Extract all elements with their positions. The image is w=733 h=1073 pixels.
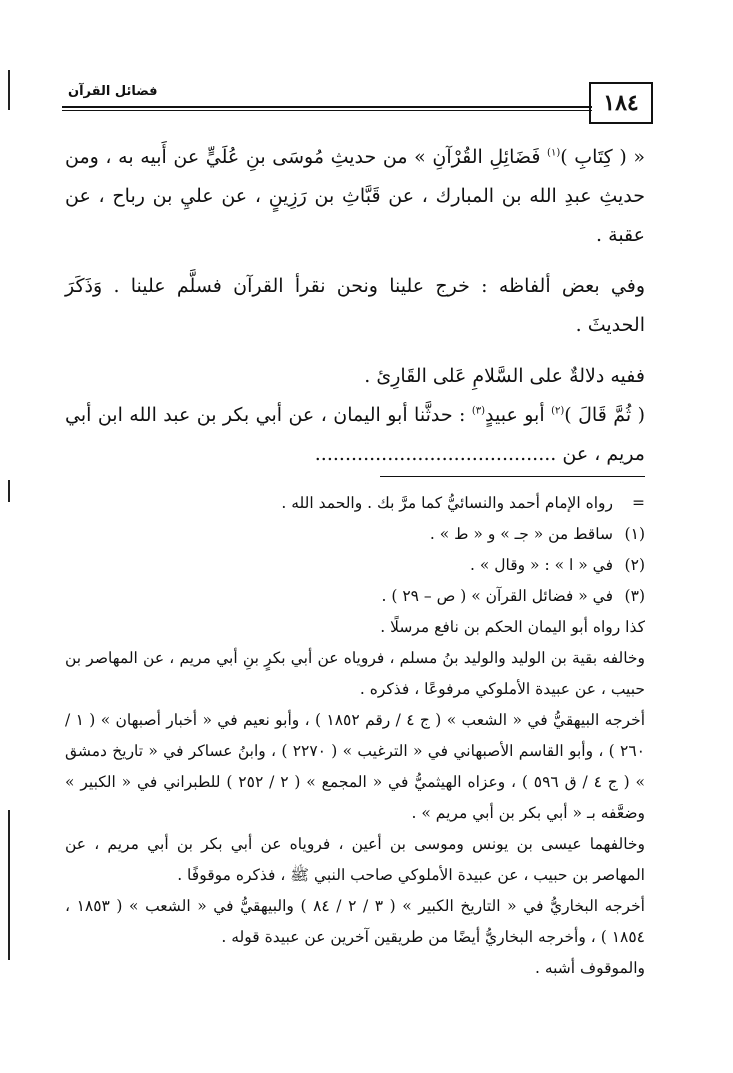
- continuation-mark: =: [632, 494, 645, 512]
- footnotes: [65, 488, 645, 984]
- footnote-3: (٣)في « فضائل القرآن » ( ص – ٢٩ ) .: [65, 581, 645, 612]
- binding-edge-mark: [8, 810, 10, 960]
- header-rule: [62, 106, 592, 108]
- footnote-paragraph: والموقوف أشبه .: [534, 959, 645, 977]
- page-number: ١٨٤: [603, 90, 639, 116]
- footnote-paragraph: أخرجه البيهقيُّ في « الشعب » ( ج ٤ / رقم ١٨٥٢ ) ، وأبو نعيم في « أخبار أصبهان » ( ١ / ٢٦٠ ) ، وأبو القاسم الأصبهاني في « الترغيب » ( ٢٢٧٠ ) ، وابنُ عساكر في « تاريخ دمشق » ( ج ٤ / ق ٥٩٦ ) ، وعزاه الهيثميُّ في « المجمع » ( ٢ / ٢٥٢ ) للطبراني في « الكبير » وضعَّفه بـ « أبي بكر بن أبي مريم » .: [65, 711, 645, 822]
- footnote-continuation: =رواه الإمام أحمد والنسائيُّ كما مرَّ بك . والحمد الله .: [65, 488, 645, 519]
- footnote-paragraph: وخالفه بقية بن الوليد والوليد بنُ مسلم ، فروياه عن أبي بكرٍ بنِ أبي مريم ، عن المهاصر بن حبيب ، عن عبيدة الأملوكي مرفوعًا ، فذكره .: [65, 649, 645, 698]
- footnote-paragraph: أخرجه البخاريُّ في « التاريخ الكبير » ( ٣ / ٢ / ٨٤ ) والبيهقيُّ في « الشعب » ( ١٨٥٣ ، ١٨٥٤ ) ، وأخرجه البخاريُّ أيضًا من طريقين آخرين عن عبيدة قوله .: [65, 897, 645, 946]
- header-rule-thin: [62, 110, 592, 111]
- footnote-ref-1: (١): [547, 147, 561, 159]
- footnote-1: (١)ساقط من « جـ » و « ط » .: [65, 519, 645, 550]
- ellipsis-dots: ........................................: [314, 443, 557, 465]
- footnote-paragraph: وخالفهما عيسى بن يونس وموسى بن أعين ، فروياه عن أبي بكر بن أبي مريم ، عن المهاصر بن حبيب ، عن عبيدة الأملوكي صاحب النبي ﷺ ، فذكره موقوفًا .: [65, 835, 645, 884]
- footnote-2: (٢)في « ا » : « وقال » .: [65, 550, 645, 581]
- footnote-ref-2: (٢): [551, 405, 565, 417]
- footnote-paragraph: كذا رواه أبو اليمان الحكم بن نافع مرسلًا .: [380, 618, 645, 636]
- footnote-number: (١): [624, 525, 645, 543]
- main-paragraph-2: وفي بعض ألفاظه : خرج علينا ونحن نقرأ القرآن فسلَّم علينا . وَذَكَرَ الحديثَ .: [65, 275, 645, 336]
- main-text: [65, 138, 645, 474]
- binding-edge-mark: [8, 480, 10, 502]
- footnote-separator: [380, 476, 645, 477]
- footnote-number: (٢): [624, 556, 645, 574]
- main-paragraph-3: ففيه دلالةٌ على السَّلامِ عَلى القَارِئ .: [364, 365, 645, 387]
- main-paragraph-4: ( ثُمَّ قَالَ )$^{(٢)}$ أبو عبيدٍ$^{(٣)}$ : حدثَّنا أبو اليمان ، عن أبي بكر بن عبد الله ابن أبي مريم ، عن ........................................: [65, 404, 645, 465]
- binding-edge-mark: [8, 70, 10, 110]
- page-number-box: [589, 82, 653, 124]
- footnote-number: (٣): [624, 587, 645, 605]
- footnote-ref-3: (٣): [471, 405, 486, 417]
- main-paragraph-1: « ( كِتَابِ )$^{(١)}$ فَضَائِلِ القُرْآنِ » من حديثِ مُوسَى بنِ عُلَيٍّ عن أَبيه به ، ومن حديثِ عبدِ الله بن المبارك ، عن قَبَّاثِ بن رَزِينٍ ، عن عليِ بن رباح ، عن عقبة .: [65, 146, 645, 246]
- running-title: فضائل القرآن: [68, 84, 158, 99]
